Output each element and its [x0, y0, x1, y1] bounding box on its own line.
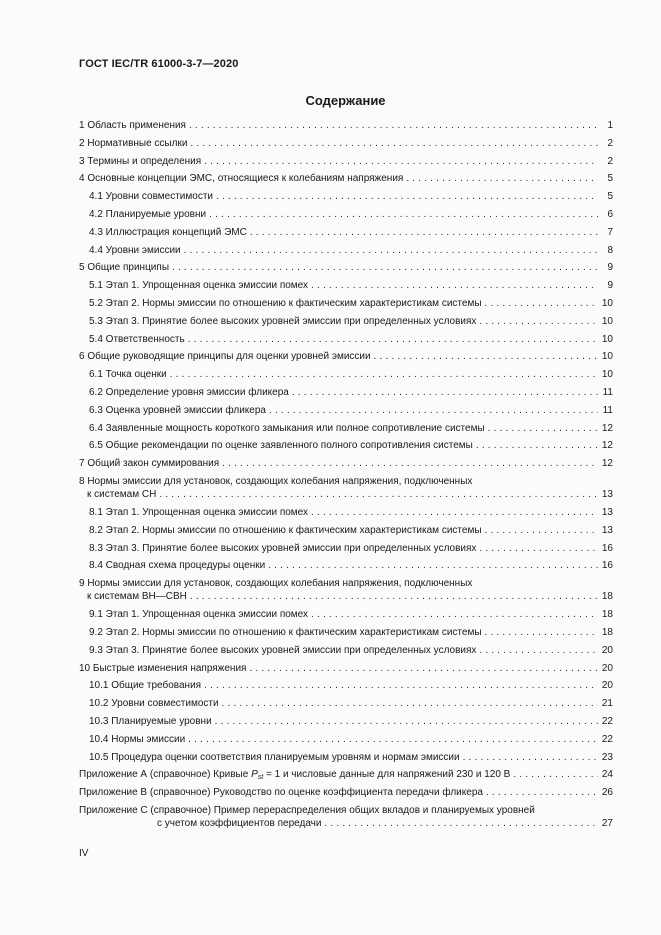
toc-entry[interactable]: 2 Нормативные ссылки . . . 2: [79, 137, 613, 155]
toc-subentry[interactable]: 10.1 Общие требования . . . 20: [79, 679, 613, 697]
toc-appendix-b[interactable]: Приложение В (справочное) Руководство по оценке коэффициента передачи фликера . . . 26: [79, 786, 613, 804]
leader-dots: [184, 244, 598, 257]
leader-dots: [486, 786, 598, 799]
leader-dots: [170, 368, 598, 381]
toc-subentry[interactable]: 8.4 Сводная схема процедуры оценки . . . 16: [79, 559, 613, 577]
leader-dots: [188, 733, 598, 746]
toc-subentry[interactable]: 8.1 Этап 1. Упрощенная оценка эмиссии помех . . . 13: [79, 506, 613, 524]
toc-subentry[interactable]: 4.2 Планируемые уровни . . . 6: [79, 208, 613, 226]
page-title: Содержание: [305, 93, 386, 108]
leader-dots: [190, 590, 598, 603]
leader-dots: [249, 662, 598, 675]
leader-dots: [189, 119, 598, 132]
toc-entry[interactable]: 10 Быстрые изменения напряжения . . . 20: [79, 662, 613, 680]
toc-appendix-c[interactable]: Приложение С (справочное) Пример перераспределения общих вкладов и планируемых уровней с учетом коэффициентов передачи . . . 27: [79, 804, 613, 835]
leader-dots: [485, 626, 598, 639]
leader-dots: [374, 350, 598, 363]
leader-dots: [485, 524, 598, 537]
toc-entry[interactable]: 7 Общий закон суммирования . . . 12: [79, 457, 613, 475]
leader-dots: [204, 679, 598, 692]
toc-subentry[interactable]: 4.3 Иллюстрация концепций ЭМС . . . 7: [79, 226, 613, 244]
leader-dots: [215, 715, 598, 728]
toc-subentry[interactable]: 6.5 Общие рекомендации по оценке заявленного полного сопротивления системы . . . 12: [79, 439, 613, 457]
toc-subentry[interactable]: 5.3 Этап 3. Принятие более высоких уровней эмиссии при определенных условиях . . . 10: [79, 315, 613, 333]
toc-entry[interactable]: 5 Общие принципы . . . 9: [79, 261, 613, 279]
toc-subentry[interactable]: 4.4 Уровни эмиссии . . . 8: [79, 244, 613, 262]
toc-subentry[interactable]: 6.4 Заявленные мощность короткого замыкания или полное сопротивление системы . . . 12: [79, 422, 613, 440]
leader-dots: [311, 279, 598, 292]
leader-dots: [488, 422, 598, 435]
toc-entry[interactable]: 4 Основные концепции ЭМС, относящиеся к колебаниям напряжения . . . 5: [79, 172, 613, 190]
toc-appendix-a[interactable]: Приложение А (справочное) Кривые $P_{st} = 1$ и числовые данные для напряжений 230 и 120 В . . . 24: [79, 768, 613, 786]
leader-dots: [463, 751, 598, 764]
toc-entry[interactable]: 1 Область применения . . . 1: [79, 119, 613, 137]
table-of-contents: [79, 119, 613, 835]
leader-dots: [209, 208, 598, 221]
toc-subentry[interactable]: 9.3 Этап 3. Принятие более высоких уровней эмиссии при определенных условиях . . . 20: [79, 644, 613, 662]
leader-dots: [311, 608, 598, 621]
leader-dots: [222, 457, 598, 470]
leader-dots: [269, 404, 598, 417]
toc-subentry[interactable]: 5.4 Ответственность . . . 10: [79, 333, 613, 351]
leader-dots: [485, 297, 598, 310]
leader-dots: [479, 315, 598, 328]
toc-subentry[interactable]: 6.1 Точка оценки . . . 10: [79, 368, 613, 386]
leader-dots: [479, 542, 598, 555]
toc-entry[interactable]: 9 Нормы эмиссии для установок, создающих колебания напряжения, подключенных к системам ВН—СВН . . . 18: [79, 577, 613, 608]
toc-subentry[interactable]: 8.2 Этап 2. Нормы эмиссии по отношению к фактическим характеристикам системы . . . 13: [79, 524, 613, 542]
leader-dots: [476, 439, 598, 452]
toc-subentry[interactable]: 10.2 Уровни совместимости . . . 21: [79, 697, 613, 715]
toc-subentry[interactable]: 9.2 Этап 2. Нормы эмиссии по отношению к фактическим характеристикам системы . . . 18: [79, 626, 613, 644]
leader-dots: [268, 559, 598, 572]
leader-dots: [159, 488, 598, 501]
leader-dots: [479, 644, 598, 657]
leader-dots: [216, 190, 598, 203]
standard-code: ГОСТ IEC/TR 61000-3-7—2020: [79, 58, 239, 70]
toc-subentry[interactable]: 8.3 Этап 3. Принятие более высоких уровней эмиссии при определенных условиях . . . 16: [79, 542, 613, 560]
page-number: IV: [79, 848, 89, 859]
leader-dots: [190, 137, 598, 150]
toc-subentry[interactable]: 6.3 Оценка уровней эмиссии фликера . . . 11: [79, 404, 613, 422]
toc-subentry[interactable]: 5.2 Этап 2. Нормы эмиссии по отношению к фактическим характеристикам системы . . . 10: [79, 297, 613, 315]
toc-subentry[interactable]: 10.3 Планируемые уровни . . . 22: [79, 715, 613, 733]
leader-dots: [324, 817, 598, 830]
toc-subentry[interactable]: 6.2 Определение уровня эмиссии фликера . . . 11: [79, 386, 613, 404]
toc-subentry[interactable]: 10.5 Процедура оценки соответствия планируемым уровням и нормам эмиссии . . . 23: [79, 751, 613, 769]
leader-dots: [172, 261, 598, 274]
leader-dots: [250, 226, 598, 239]
leader-dots: [406, 172, 598, 185]
leader-dots: [311, 506, 598, 519]
toc-subentry[interactable]: 4.1 Уровни совместимости . . . 5: [79, 190, 613, 208]
leader-dots: [513, 768, 598, 781]
toc-subentry[interactable]: 10.4 Нормы эмиссии . . . 22: [79, 733, 613, 751]
toc-entry[interactable]: 3 Термины и определения . . . 2: [79, 155, 613, 173]
toc-entry[interactable]: 8 Нормы эмиссии для установок, создающих колебания напряжения, подключенных к системам СН . . . 13: [79, 475, 613, 506]
toc-subentry[interactable]: 9.1 Этап 1. Упрощенная оценка эмиссии помех . . . 18: [79, 608, 613, 626]
leader-dots: [204, 155, 598, 168]
leader-dots: [292, 386, 598, 399]
toc-subentry[interactable]: 5.1 Этап 1. Упрощенная оценка эмиссии помех . . . 9: [79, 279, 613, 297]
toc-entry[interactable]: 6 Общие руководящие принципы для оценки уровней эмиссии . . . 10: [79, 350, 613, 368]
leader-dots: [222, 697, 598, 710]
leader-dots: [188, 333, 598, 346]
